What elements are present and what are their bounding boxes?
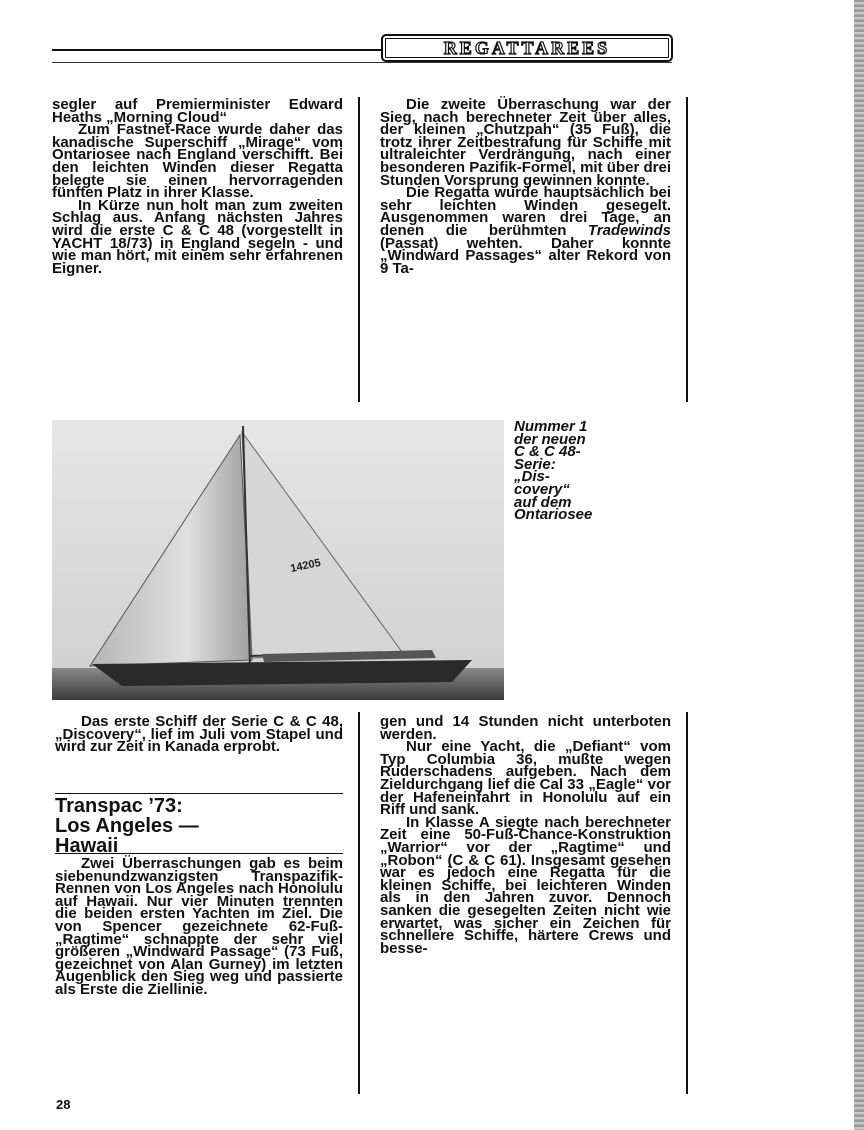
caption-line: C & C 48-	[514, 443, 581, 461]
hull	[92, 660, 472, 686]
header-rule-thin	[52, 62, 672, 63]
column-divider	[358, 712, 360, 1094]
scan-edge	[854, 0, 864, 1130]
text-run: (Passat) wehten. Daher konnte „Windward Passages“ alter Rekord von 9 Ta-	[380, 234, 671, 277]
paragraph: Die zweite Überraschung war der Sieg, nach berechneter Zeit über alles, der kleinen „Chutzpah“ (35 Fuß), die trotz ihrer Zeitbestrafung für Schiffe mit ultraleichter Verdrängung, nach einer besonderen Pazifik-Formel, mit über drei Stunden Vorsprung gewinnen konnte.	[380, 96, 671, 189]
paragraph	[380, 184, 672, 277]
paragraph: Das erste Schiff der Serie C & C 48, „Discovery“, lief im Juli vom Stapel und wird zur Zeit in Kanada erprobt.	[55, 713, 343, 756]
italic-term: Tradewinds	[587, 221, 672, 239]
text-run: Die Regatta wurde hauptsächlich bei sehr leichten Winden gesegelt. Ausgenommen waren drei Tage, an denen die berühmten	[380, 184, 671, 239]
photo-caption	[514, 418, 664, 524]
caption-line: auf dem	[514, 493, 572, 511]
column-1-bottom	[55, 855, 343, 998]
column-1-top	[52, 96, 343, 277]
photo-note	[55, 713, 343, 756]
paragraph: Nur eine Yacht, die „Defiant“ vom Typ Columbia 36, mußte wegen Ruderschadens aufgeben. Nach dem Zieldurchgang lief die Cal 33 „Eagle“ vor der Hafeneinfahrt in Honolulu auf ein Riff und sank.	[380, 738, 671, 819]
section-badge: REGATTAREES	[381, 34, 673, 62]
heading-rule-bottom	[55, 853, 343, 854]
caption-line: „Dis-	[514, 468, 550, 486]
heading-line: Los Angeles —	[55, 815, 199, 837]
column-divider	[686, 97, 688, 402]
caption-line: Ontariosee	[514, 506, 593, 524]
caption-line: Serie:	[514, 455, 556, 473]
caption-line: der neuen	[514, 430, 586, 448]
sailboat-photo	[52, 420, 504, 700]
paragraph: Zwei Überraschungen gab es beim siebenundzwanzigsten Transpazifik-Rennen von Los Angeles nach Honolulu auf Hawaii. Nur vier Minuten trennten die beiden ersten Yachten im Ziel. Die von Spencer gezeichnete 62-Fuß-„Ragtime“ schnappte der sehr viel größeren „Windward Passage“ (73 Fuß, gezeichnet von Alan Gurney) im letzten Augenblick den Sieg weg und passierte als Erste die Ziellinie.	[55, 855, 343, 998]
paragraph: In Klasse A siegte nach berechneter Zeit eine 50-Fuß-Chance-Konstruktion „Warrior“ vor der „Ragtime“ und „Robon“ (C & C 61). Insgesamt gesehen war es jedoch eine Regatta für die kleinen Schiffe, bei leichteren Winden als in den Jahren zuvor. Dennoch sanken die gesegelten Zeiten nicht wie erwartet, was sicher ein Zeichen für schnellere Schiffe, härtere Crews und besse-	[380, 813, 671, 957]
column-divider	[358, 97, 360, 402]
column-divider	[686, 712, 688, 1094]
paragraph: segler auf Premierminister Edward Heaths „Morning Cloud“	[52, 96, 343, 126]
heading-line: Hawaii	[55, 835, 119, 857]
column-2-bottom	[380, 713, 671, 957]
caption-line: covery“	[514, 480, 570, 498]
column-2-top	[380, 96, 672, 277]
paragraph: In Kürze nun holt man zum zweiten Schlag aus. Anfang nächsten Jahres wird die erste C & C 48 (vorgestellt in YACHT 18/73) in England segeln - und wie man hört, mit einem sehr erfahrenen Eigner.	[52, 196, 343, 277]
sail-number: 14205	[289, 556, 322, 576]
paragraph: gen und 14 Stunden nicht unterboten werden.	[380, 713, 671, 743]
caption-line: Nummer 1	[514, 418, 588, 435]
article-heading	[55, 796, 345, 856]
heading-line: Transpac ’73:	[55, 795, 183, 817]
paragraph: Zum Fastnet-Race wurde daher das kanadische Superschiff „Mirage“ vom Ontariosee nach England verschifft. Bei den leichten Winden dieser Regatta belegte sie einen hervorragenden fünften Platz in ihrer Klasse.	[52, 121, 343, 202]
page-number: 28	[56, 1097, 71, 1112]
heading-rule-top	[55, 793, 343, 794]
